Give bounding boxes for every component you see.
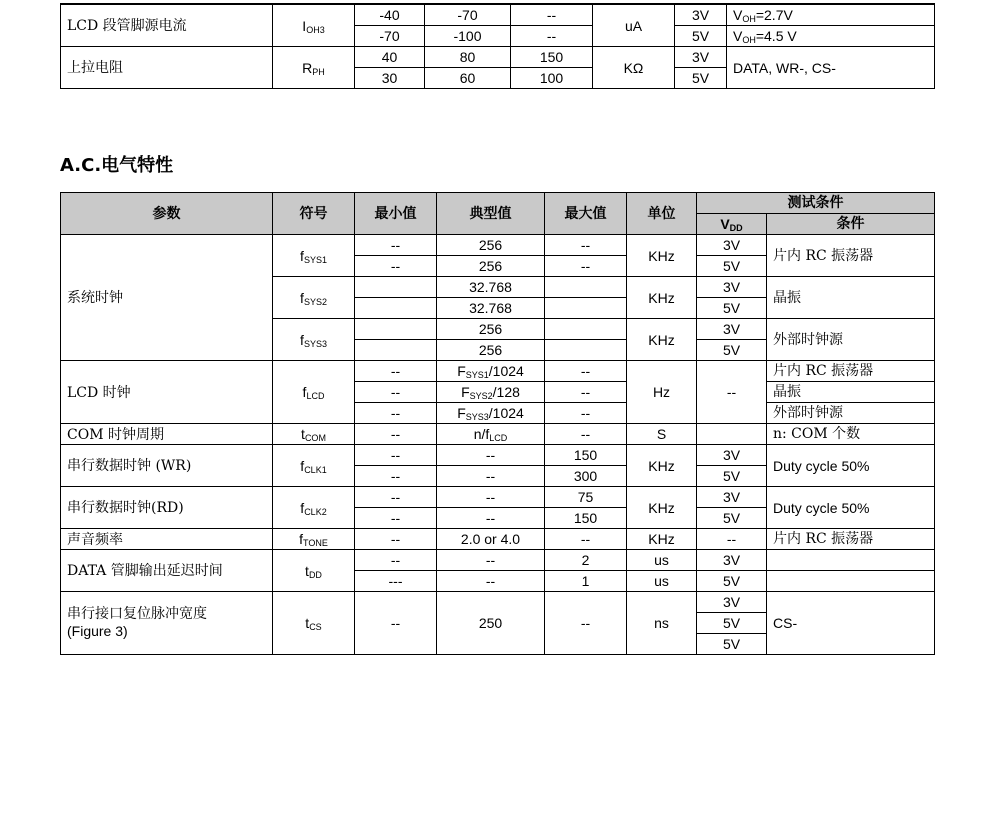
min-cell: -- bbox=[355, 361, 437, 382]
unit-cell: KΩ bbox=[593, 47, 675, 89]
cond-cell: Duty cycle 50% bbox=[767, 487, 935, 529]
typ-cell: -100 bbox=[425, 26, 511, 47]
cond-cell: CS- bbox=[767, 592, 935, 655]
cond-cell: 片内 RC 振荡器 bbox=[767, 361, 935, 382]
table-row bbox=[61, 424, 935, 445]
max-cell: -- bbox=[511, 26, 593, 47]
symbol-cell: $f_{TONE}$ bbox=[273, 529, 355, 550]
table-row bbox=[61, 4, 935, 26]
typ-cell: -- bbox=[437, 466, 545, 487]
typ-cell: -- bbox=[437, 571, 545, 592]
min-cell: -70 bbox=[355, 26, 425, 47]
typ-cell: 256 bbox=[437, 256, 545, 277]
typ-cell: 32.768 bbox=[437, 277, 545, 298]
min-cell: -- bbox=[355, 445, 437, 466]
vdd-cell: 3V bbox=[697, 592, 767, 613]
header-test-conditions: 测试条件 bbox=[697, 193, 935, 214]
cond-cell: $V_{OH}=4.5$ V bbox=[727, 26, 935, 47]
vdd-cell: 3V bbox=[697, 550, 767, 571]
symbol-cell: $f_{CLK1}$ bbox=[273, 445, 355, 487]
vdd-cell: 3V bbox=[697, 277, 767, 298]
vdd-cell: 3V bbox=[697, 319, 767, 340]
header-param: 参数 bbox=[61, 193, 273, 235]
vdd-cell: 3V bbox=[697, 235, 767, 256]
cond-cell: $V_{OH}=2.7V$ bbox=[727, 4, 935, 26]
header-max: 最大值 bbox=[545, 193, 627, 235]
unit-cell: us bbox=[627, 550, 697, 571]
vdd-cell: 5V bbox=[697, 298, 767, 319]
vdd-cell: -- bbox=[697, 529, 767, 550]
min-cell: -40 bbox=[355, 4, 425, 26]
max-cell: -- bbox=[545, 592, 627, 655]
param-cell bbox=[61, 592, 273, 655]
vdd-cell: 5V bbox=[675, 68, 727, 89]
vdd-cell: 5V bbox=[697, 613, 767, 634]
unit-cell: Hz bbox=[627, 361, 697, 424]
table-row bbox=[61, 361, 935, 382]
typ-cell: 80 bbox=[425, 47, 511, 68]
max-cell: -- bbox=[545, 403, 627, 424]
header-condition: 条件 bbox=[767, 214, 935, 235]
min-cell: -- bbox=[355, 487, 437, 508]
symbol-cell: $f_{CLK2}$ bbox=[273, 487, 355, 529]
vdd-cell: 3V bbox=[697, 445, 767, 466]
param-cell: COM 时钟周期 bbox=[61, 424, 273, 445]
cond-cell: Duty cycle 50% bbox=[767, 445, 935, 487]
typ-cell: 250 bbox=[437, 592, 545, 655]
min-cell bbox=[355, 298, 437, 319]
unit-cell: KHz bbox=[627, 277, 697, 319]
unit-cell: us bbox=[627, 571, 697, 592]
symbol-cell: $f_{SYS2}$ bbox=[273, 277, 355, 319]
header-typ: 典型值 bbox=[437, 193, 545, 235]
min-cell: -- bbox=[355, 403, 437, 424]
min-cell bbox=[355, 319, 437, 340]
vdd-cell: 3V bbox=[697, 487, 767, 508]
typ-cell: 256 bbox=[437, 235, 545, 256]
min-cell bbox=[355, 277, 437, 298]
min-cell: 40 bbox=[355, 47, 425, 68]
typ-cell: $F_{SYS1}/1024$ bbox=[437, 361, 545, 382]
param-line: 串行接口复位脉冲宽度 bbox=[67, 606, 207, 622]
typ-cell: -- bbox=[437, 550, 545, 571]
vdd-cell: 5V bbox=[697, 508, 767, 529]
typ-cell: -70 bbox=[425, 4, 511, 26]
table-row bbox=[61, 445, 935, 466]
min-cell: -- bbox=[355, 550, 437, 571]
typ-cell: -- bbox=[437, 508, 545, 529]
param-cell: LCD 段管脚源电流 bbox=[61, 4, 273, 47]
min-cell: -- bbox=[355, 256, 437, 277]
max-cell: -- bbox=[545, 361, 627, 382]
symbol-cell: $I_{OH3}$ bbox=[273, 4, 355, 47]
unit-cell: ns bbox=[627, 592, 697, 655]
max-cell: -- bbox=[545, 235, 627, 256]
cond-cell: n: COM 个数 bbox=[767, 424, 935, 445]
min-cell bbox=[355, 340, 437, 361]
vdd-cell: 5V bbox=[697, 340, 767, 361]
cond-cell: 外部时钟源 bbox=[767, 319, 935, 361]
ac-section-heading: A.C.电气特性 bbox=[60, 155, 174, 176]
min-cell: -- bbox=[355, 592, 437, 655]
table-row bbox=[61, 487, 935, 508]
unit-cell: S bbox=[627, 424, 697, 445]
cond-cell: DATA, WR-, CS- bbox=[727, 47, 935, 89]
vdd-cell: 5V bbox=[697, 466, 767, 487]
max-cell: -- bbox=[511, 4, 593, 26]
header-vdd: $V_{DD}$ bbox=[697, 214, 767, 235]
param-cell: 系统时钟 bbox=[61, 235, 273, 361]
symbol-cell: $t_{DD}$ bbox=[273, 550, 355, 592]
typ-cell: $F_{SYS2}/128$ bbox=[437, 382, 545, 403]
table-row bbox=[61, 235, 935, 256]
max-cell: 150 bbox=[511, 47, 593, 68]
typ-cell: 32.768 bbox=[437, 298, 545, 319]
dc-characteristics-table bbox=[60, 3, 935, 89]
header-unit: 单位 bbox=[627, 193, 697, 235]
symbol-cell: $t_{COM}$ bbox=[273, 424, 355, 445]
typ-cell: $F_{SYS3}/1024$ bbox=[437, 403, 545, 424]
vdd-cell: 3V bbox=[675, 47, 727, 68]
max-cell: 75 bbox=[545, 487, 627, 508]
param-cell: LCD 时钟 bbox=[61, 361, 273, 424]
param-cell: 上拉电阻 bbox=[61, 47, 273, 89]
cond-cell bbox=[767, 571, 935, 592]
table-row bbox=[61, 592, 935, 613]
param-cell: 声音频率 bbox=[61, 529, 273, 550]
vdd-cell: 3V bbox=[675, 4, 727, 26]
table-header-row bbox=[61, 193, 935, 214]
max-cell: -- bbox=[545, 256, 627, 277]
unit-cell: KHz bbox=[627, 235, 697, 277]
unit-cell: KHz bbox=[627, 445, 697, 487]
typ-cell: $n/f_{LCD}$ bbox=[437, 424, 545, 445]
symbol-cell: $R_{PH}$ bbox=[273, 47, 355, 89]
cond-cell: 外部时钟源 bbox=[767, 403, 935, 424]
table-row bbox=[61, 47, 935, 68]
unit-cell: KHz bbox=[627, 319, 697, 361]
max-cell: -- bbox=[545, 382, 627, 403]
min-cell: -- bbox=[355, 424, 437, 445]
min-cell: 30 bbox=[355, 68, 425, 89]
max-cell bbox=[545, 340, 627, 361]
symbol-cell: $f_{LCD}$ bbox=[273, 361, 355, 424]
symbol-cell: $f_{SYS3}$ bbox=[273, 319, 355, 361]
cond-cell: 片内 RC 振荡器 bbox=[767, 529, 935, 550]
max-cell: 300 bbox=[545, 466, 627, 487]
typ-cell: 60 bbox=[425, 68, 511, 89]
max-cell: 2 bbox=[545, 550, 627, 571]
max-cell bbox=[545, 298, 627, 319]
param-cell: DATA 管脚输出延迟时间 bbox=[61, 550, 273, 592]
symbol-cell: $t_{CS}$ bbox=[273, 592, 355, 655]
table-row bbox=[61, 529, 935, 550]
vdd-cell: 5V bbox=[697, 256, 767, 277]
max-cell: -- bbox=[545, 424, 627, 445]
vdd-cell: -- bbox=[697, 361, 767, 424]
symbol-cell: $f_{SYS1}$ bbox=[273, 235, 355, 277]
typ-cell: -- bbox=[437, 487, 545, 508]
vdd-cell: 5V bbox=[697, 571, 767, 592]
unit-cell: KHz bbox=[627, 529, 697, 550]
param-line: (Figure 3) bbox=[67, 623, 128, 639]
min-cell: -- bbox=[355, 235, 437, 256]
min-cell: --- bbox=[355, 571, 437, 592]
ac-characteristics-table bbox=[60, 192, 935, 655]
max-cell bbox=[545, 319, 627, 340]
max-cell: 150 bbox=[545, 445, 627, 466]
param-cell: 串行数据时钟 (WR) bbox=[61, 445, 273, 487]
cond-cell: 晶振 bbox=[767, 382, 935, 403]
typ-cell: 256 bbox=[437, 340, 545, 361]
cond-cell: 片内 RC 振荡器 bbox=[767, 235, 935, 277]
table-row bbox=[61, 550, 935, 571]
typ-cell: -- bbox=[437, 445, 545, 466]
param-cell: 串行数据时钟(RD) bbox=[61, 487, 273, 529]
vdd-cell bbox=[697, 424, 767, 445]
typ-cell: 256 bbox=[437, 319, 545, 340]
min-cell: -- bbox=[355, 382, 437, 403]
max-cell: 150 bbox=[545, 508, 627, 529]
unit-cell: uA bbox=[593, 4, 675, 47]
cond-cell: 晶振 bbox=[767, 277, 935, 319]
cond-cell bbox=[767, 550, 935, 571]
max-cell: 1 bbox=[545, 571, 627, 592]
header-min: 最小值 bbox=[355, 193, 437, 235]
vdd-cell: 5V bbox=[697, 634, 767, 655]
header-symbol: 符号 bbox=[273, 193, 355, 235]
typ-cell: 2.0 or 4.0 bbox=[437, 529, 545, 550]
max-cell bbox=[545, 277, 627, 298]
min-cell: -- bbox=[355, 529, 437, 550]
max-cell: -- bbox=[545, 529, 627, 550]
max-cell: 100 bbox=[511, 68, 593, 89]
min-cell: -- bbox=[355, 466, 437, 487]
vdd-cell: 5V bbox=[675, 26, 727, 47]
min-cell: -- bbox=[355, 508, 437, 529]
unit-cell: KHz bbox=[627, 487, 697, 529]
